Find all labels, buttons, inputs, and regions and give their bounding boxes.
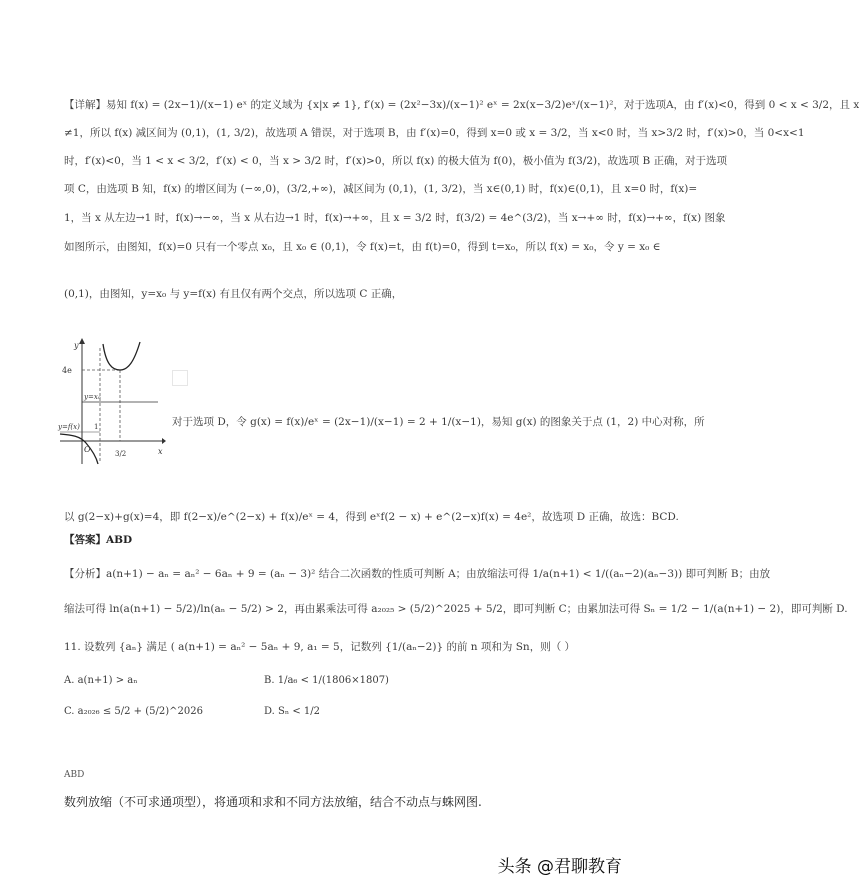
analysis-line-2: 缩法可得 ln(a(n+1) − 5/2)/ln(aₙ − 5/2) > 2，再由累乘法可得 a₂₀₂₅ > (5/2)^2025 + 5/2，即可判断 C；由累加法可得 Sₙ = 1/2 − 1/(a(n+1) − 2)，即可判断 D. bbox=[64, 603, 848, 615]
left-branch bbox=[60, 434, 98, 464]
y-eq-x0-label: y=x₀ bbox=[84, 393, 101, 401]
function-graph bbox=[58, 338, 166, 466]
option-c: C. a₂₀₂₆ ≤ 5/2 + (5/2)^2026 bbox=[64, 706, 203, 717]
y-axis-label: y bbox=[74, 341, 79, 350]
answer-text: ABD bbox=[64, 770, 85, 780]
solution-line-1: 【详解】易知 f(x) = (2x−1)/(x−1) eˣ 的定义域为 {x|x ≠ 1}, f′(x) = (2x²−3x)/(x−1)² eˣ = 2x(x−3/2)eˣ/(x−1)²，对于选项A，由 f′(x)<0，得到 0 < x < 3/2，且 x bbox=[64, 99, 859, 111]
solution-line-7: (0,1)，由图知，y=x₀ 与 y=f(x) 有且仅有两个交点，所以选项 C 正确， bbox=[64, 288, 403, 300]
solution-line-6: 如图所示，由图知，f(x)=0 只有一个零点 x₀，且 x₀ ∈ (0,1)，令 f(x)=t，由 f(t)=0，得到 t=x₀，所以 f(x) = x₀，令 y = x₀ ∈ bbox=[64, 241, 661, 253]
option-d-line-2: 以 g(2−x)+g(x)=4，即 f(2−x)/e^(2−x) + f(x)/eˣ = 4，得到 eˣf(2 − x) + e^(2−x)f(x) = 4e²，故选项 D 正确，故选：BCD. bbox=[64, 511, 679, 523]
question-11: 11. 设数列 {aₙ} 满足 ( a(n+1) = aₙ² − 5aₙ + 9, a₁ = 5，记数列 {1/(aₙ−2)} 的前 n 项和为 Sn，则（ ） bbox=[64, 641, 576, 653]
x-axis-arrow bbox=[162, 438, 166, 444]
watermark: 头条 @君聊教育 bbox=[497, 857, 622, 877]
origin-label: O bbox=[84, 445, 91, 454]
analysis-line-1: 【分析】a(n+1) − aₙ = aₙ² − 6aₙ + 9 = (aₙ − 3)² 结合二次函数的性质可判断 A；由放缩法可得 1/a(n+1) < 1/((aₙ−2)(aₙ−3)) 即可判断 B；由放 bbox=[64, 568, 771, 580]
right-branch bbox=[103, 342, 140, 370]
option-d: D. Sₙ < 1/2 bbox=[264, 706, 321, 717]
option-b: B. 1/a₆ < 1/(1806×1807) bbox=[264, 675, 389, 686]
option-a: A. a(n+1) > aₙ bbox=[64, 675, 138, 686]
y-eq-fx-label: y=f(x) bbox=[58, 423, 80, 431]
answer-label: 【答案】ABD bbox=[64, 534, 133, 546]
solution-line-5: 1，当 x 从左边→1 时，f(x)→−∞，当 x 从右边→1 时，f(x)→+∞，且 x = 3/2 时，f(3/2) = 4e^(3/2)，当 x→+∞ 时，f(x)→+∞，f(x) 图象 bbox=[64, 212, 726, 224]
solution-line-2: ≠1，所以 f(x) 减区间为 (0,1)，(1, 3/2)，故选项 A 错误，对于选项 B，由 f′(x)=0，得到 x=0 或 x = 3/2，当 x<0 时，当 x>3/2 时，f′(x)>0，当 0<x<1 bbox=[64, 127, 805, 139]
faint-box bbox=[172, 370, 188, 386]
solution-line-4: 项 C，由选项 B 知，f(x) 的增区间为 (−∞,0)，(3/2,+∞)，减区间为 (0,1)，(1, 3/2)，当 x∈(0,1) 时，f(x)∈(0,1)，且 x=0 时，f(x)= bbox=[64, 183, 698, 195]
one-label: 1 bbox=[94, 423, 99, 431]
remark-text: 数列放缩（不可求通项型），将通项和求和不同方法放缩，结合不动点与蛛网图. bbox=[64, 795, 482, 809]
x-axis-label: x bbox=[158, 447, 163, 456]
solution-line-3: 时，f′(x)<0，当 1 < x < 3/2，f′(x) < 0，当 x > 3/2 时，f′(x)>0，所以 f(x) 的极大值为 f(0)，极小值为 f(3/2)，故选项 B 正确，对于选项 bbox=[64, 155, 727, 167]
three-halves-label: 3/2 bbox=[115, 450, 127, 458]
y-axis-arrow bbox=[79, 338, 85, 344]
option-d-line-1: 对于选项 D，令 g(x) = f(x)/eˣ = (2x−1)/(x−1) = 2 + 1/(x−1)，易知 g(x) 的图象关于点 (1，2) 中心对称，所 bbox=[172, 416, 705, 428]
four-e-label: 4e bbox=[62, 366, 72, 375]
